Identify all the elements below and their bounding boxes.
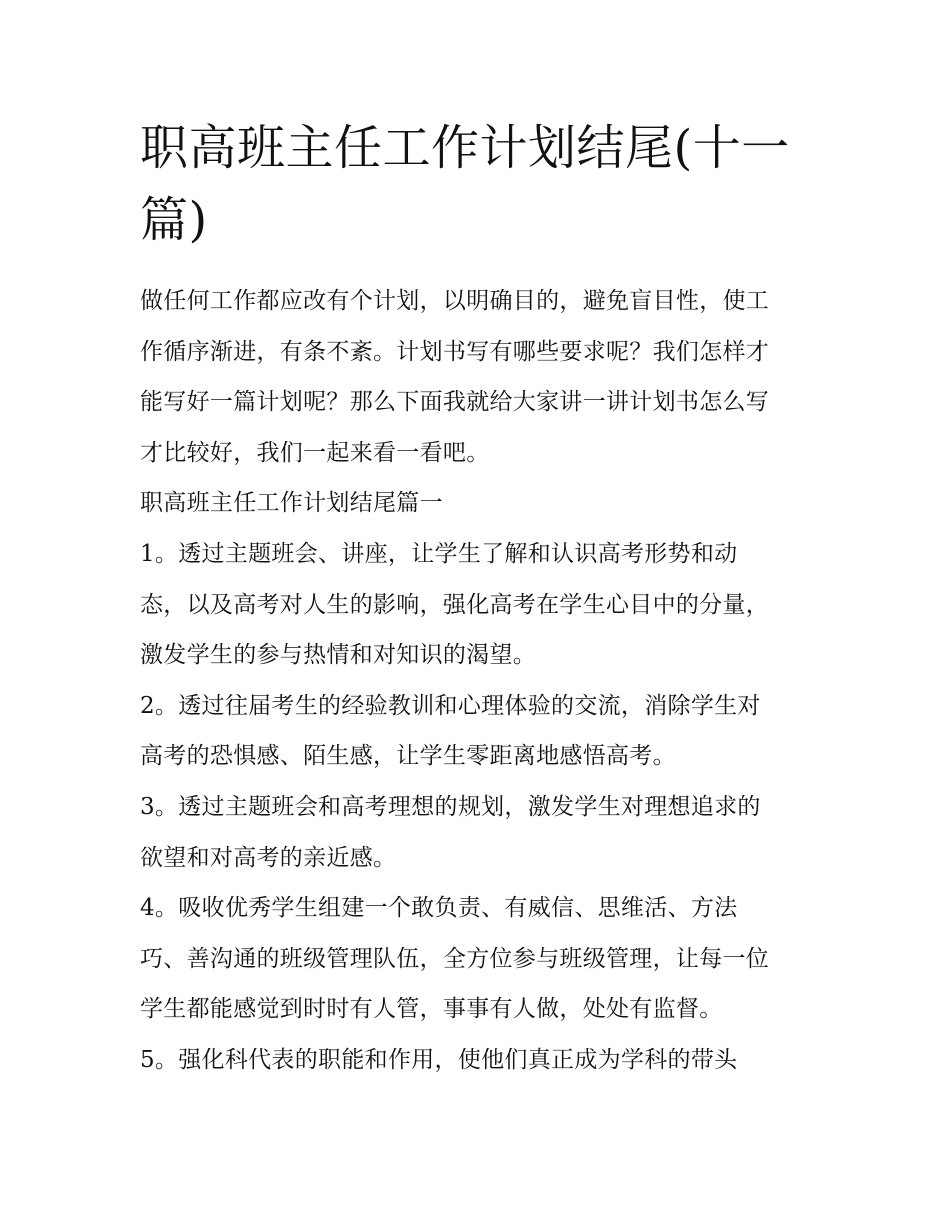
list-item-line: 欲望和对高考的亲近感。 — [140, 844, 397, 871]
document-title — [140, 112, 830, 256]
title-line: 职高班主任工作计划结尾(十一 — [140, 120, 790, 176]
document-body — [140, 276, 830, 1086]
intro-line: 能写好一篇计划呢？那么下面我就给大家讲一讲计划书怎么写 — [140, 389, 770, 416]
list-item-line: 激发学生的参与热情和对知识的渴望。 — [140, 642, 537, 669]
intro-line: 做任何工作都应改有个计划，以明确目的，避免盲目性，使工 — [140, 288, 770, 314]
list-item-line: 态，以及高考对人生的影响，强化高考在学生心目中的分量， — [140, 591, 770, 618]
intro-line: 作循序渐进，有条不紊。计划书写有哪些要求呢？我们怎样才 — [140, 338, 770, 365]
list-item-line: 5。强化科代表的职能和作用，使他们真正成为学科的带头 — [140, 1046, 738, 1073]
list-item-line: 学生都能感觉到时时有人管，事事有人做，处处有监督。 — [140, 996, 723, 1023]
list-item-line: 2。透过往届考生的经验教训和心理体验的交流，消除学生对 — [140, 692, 761, 719]
intro-line: 才比较好，我们一起来看一看吧。 — [140, 439, 490, 466]
title-line: 篇) — [140, 192, 208, 248]
list-item-line: 巧、善沟通的班级管理队伍，全方位参与班级管理，让每一位 — [140, 945, 770, 972]
list-item-line: 3。透过主题班会和高考理想的规划，激发学生对理想追求的 — [140, 793, 761, 820]
list-item-line: 1。透过主题班会、讲座，让学生了解和认识高考形势和动 — [140, 540, 738, 567]
list-item-line: 4。吸收优秀学生组建一个敢负责、有威信、思维活、方法 — [140, 895, 738, 922]
list-item-line: 高考的恐惧感、陌生感，让学生零距离地感悟高考。 — [140, 743, 676, 770]
section-heading: 职高班主任工作计划结尾篇一 — [140, 490, 443, 517]
